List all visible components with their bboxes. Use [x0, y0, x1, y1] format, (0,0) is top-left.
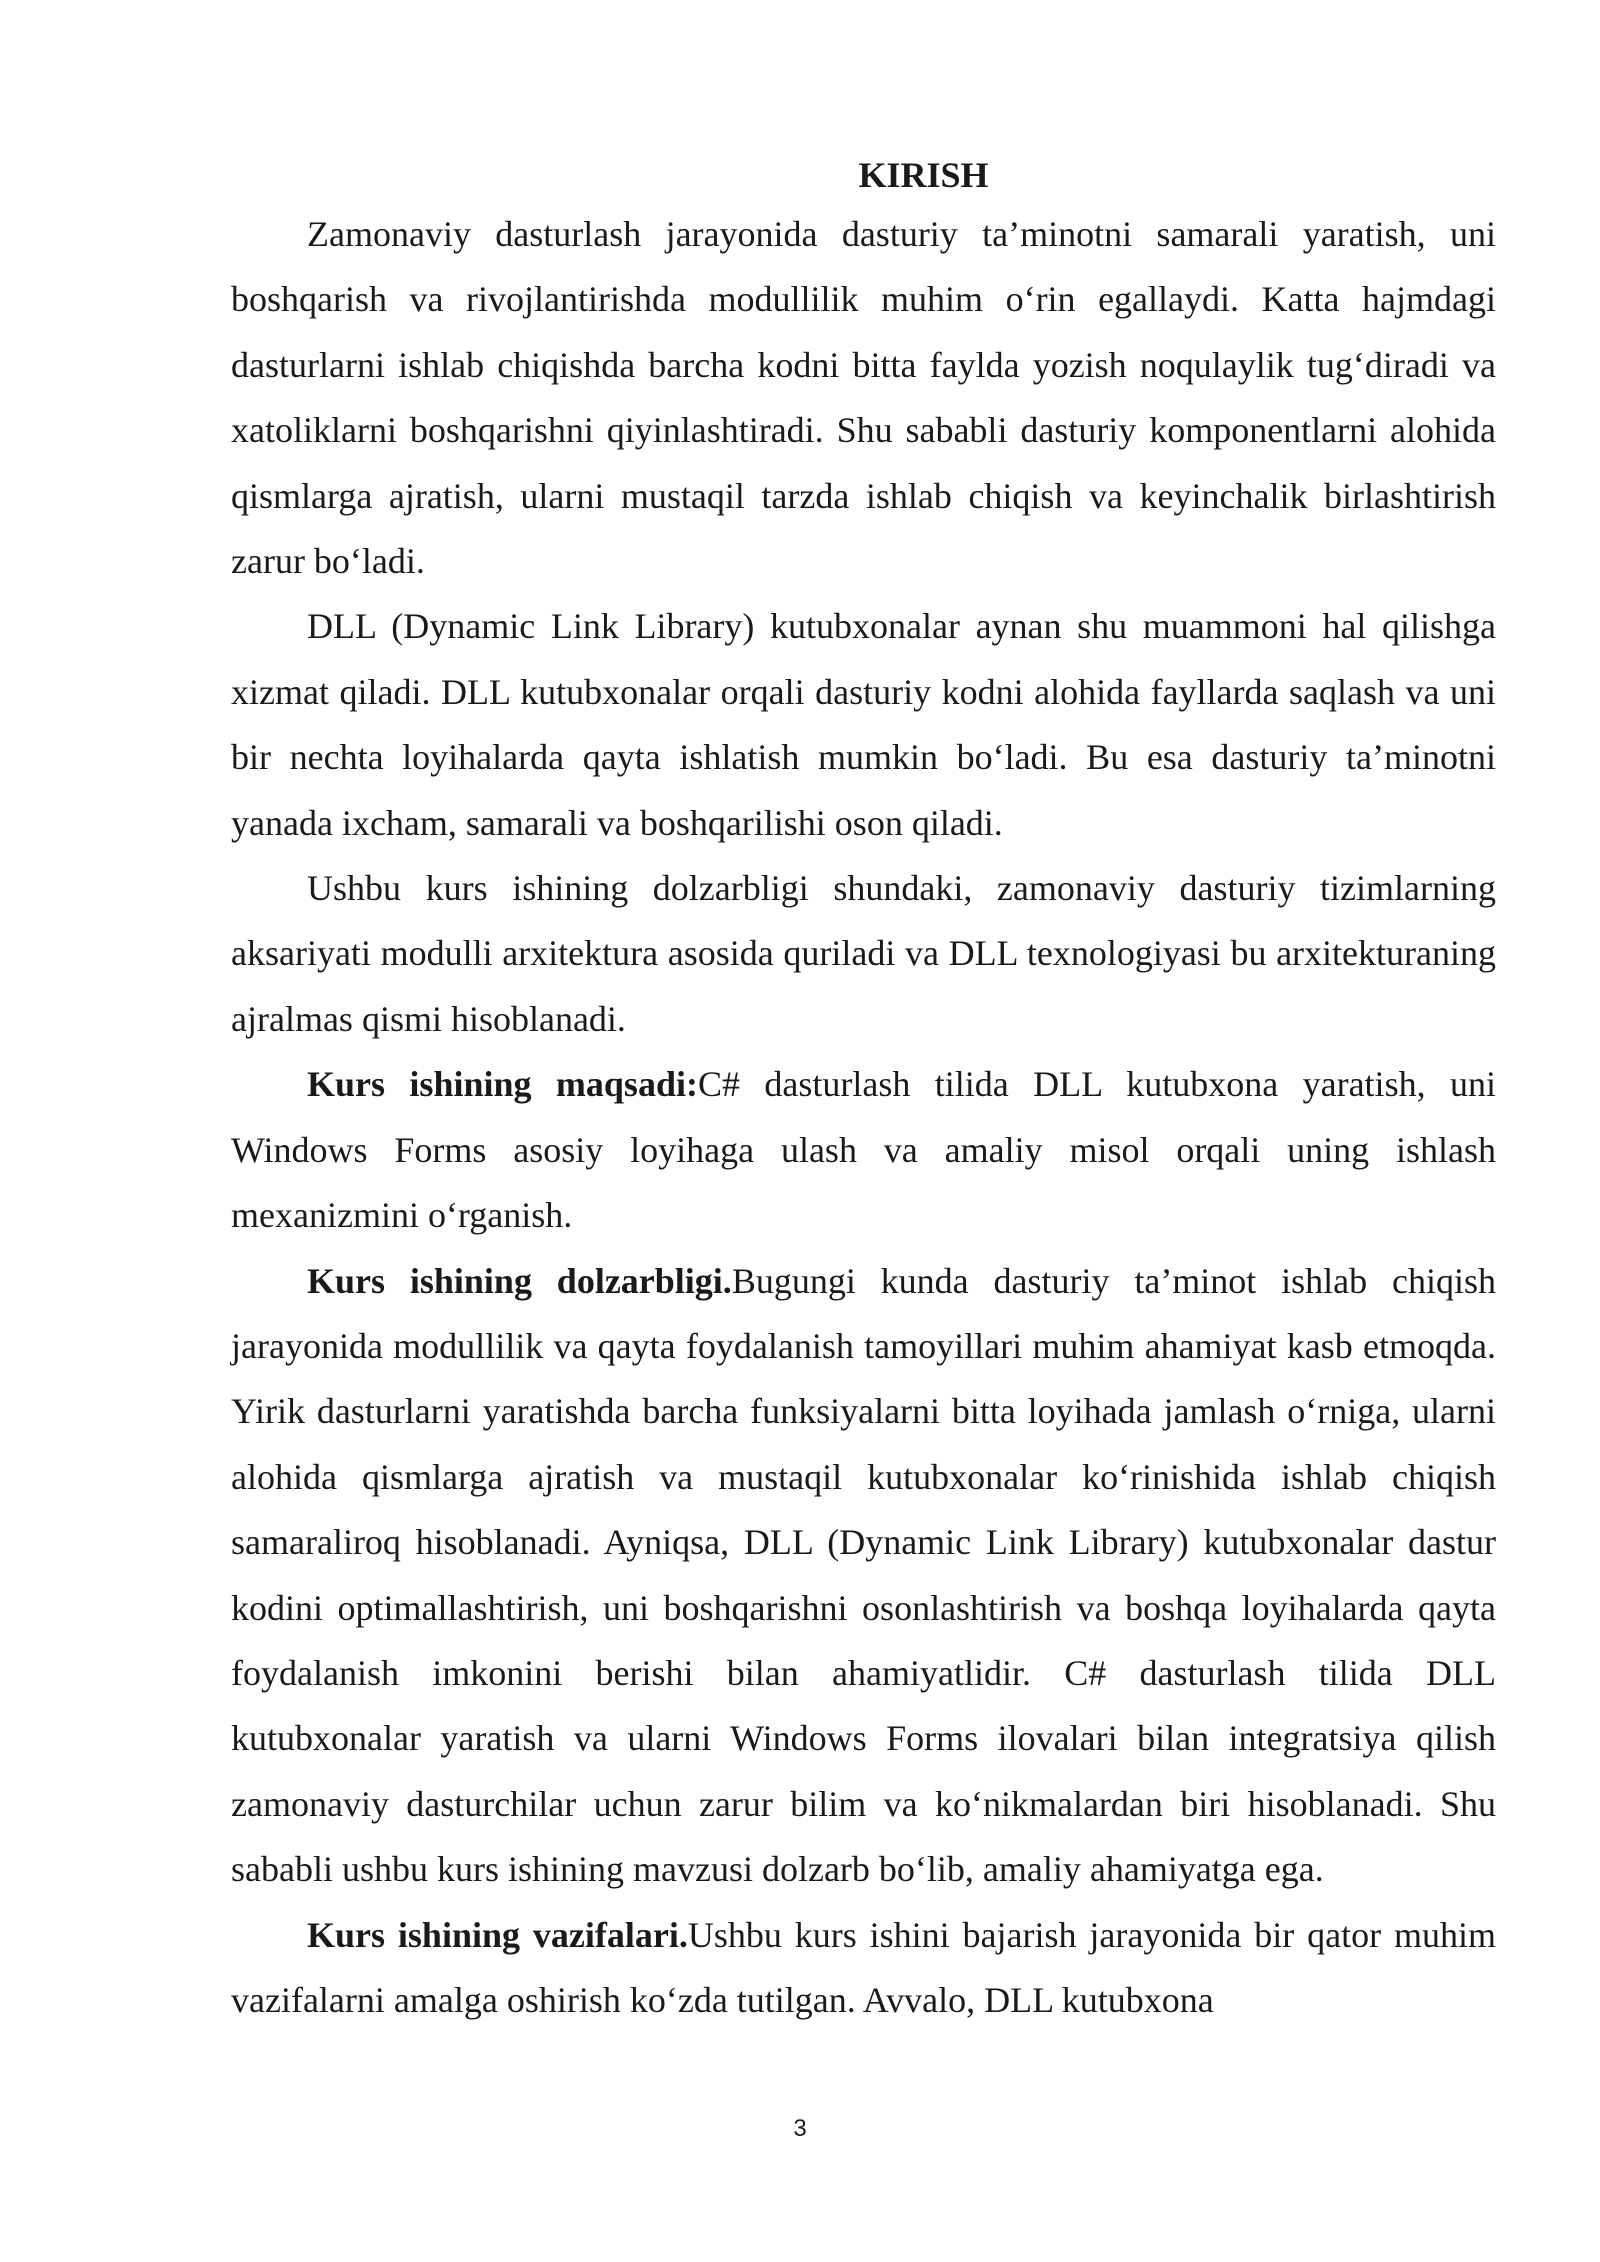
- paragraph-lead: Kurs ishining maqsadi:: [307, 1064, 698, 1105]
- paragraph-lead: Kurs ishining vazifalari.: [307, 1914, 688, 1955]
- paragraph-relevance: [231, 1249, 1496, 1903]
- paragraph-text: Bugungi kunda dasturiy ta’minot ishlab chiqish jarayonida modullilik va qayta foydalanish tamoyillari muhim ahamiyat kasb etmoqda. Yirik dasturlarni yaratishda barcha funksiyalarni bitta loyihada jamlash o‘rniga, ularni alohida qismlarga ajratish va mustaqil kutubxonalar ko‘rinishida ishlab chiqish samaraliroq hisoblanadi. Ayniqsa, DLL (Dynamic Link Library) kutubxonalar dastur kodini optimallashtirish, uni boshqarishni osonlashtirish va boshqa loyihalarda qayta foydalanish imkonini berishi bilan ahamiyatlidir. C# dasturlash tilida DLL kutubxonalar yaratish va ularni Windows Forms ilovalari bilan integratsiya qilish zamonaviy dasturchilar uchun zarur bilim va ko‘nikmalardan biri hisoblanadi. Shu sababli ushbu kurs ishining mavzusi dolzarb bo‘lib, amaliy ahamiyatga ega.: [231, 1260, 1496, 1890]
- paragraph-goal: [231, 1052, 1496, 1248]
- page-number: 3: [793, 2115, 807, 2142]
- paragraph-text: C# dasturlash tilida DLL kutubxona yaratish, uni Windows Forms asosiy loyihaga ulash va amaliy misol orqali uning ishlash mexanizmini o‘rganish.: [231, 1064, 1496, 1236]
- paragraph-lead: Kurs ishining dolzarbligi.: [307, 1260, 732, 1301]
- page-body: [231, 148, 1496, 2033]
- paragraph-text: Zamonaviy dasturlash jarayonida dasturiy ta’minotni samarali yaratish, uni boshqarish va rivojlantirishda modullilik muhim o‘rin egallaydi. Katta hajmdagi dasturlarni ishlab chiqishda barcha kodni bitta faylda yozish noqulaylik tug‘diradi va xatoliklarni boshqarishni qiyinlashtiradi. Shu sababli dasturiy komponentlarni alohida qismlarga ajratish, ularni mustaqil tarzda ishlab chiqish va keyinchalik birlashtirish zarur bo‘ladi.: [231, 214, 1496, 582]
- paragraph-dll: [231, 594, 1496, 856]
- paragraph-relevance-intro: [231, 856, 1496, 1052]
- paragraph-text: Ushbu kurs ishining dolzarbligi shundaki, zamonaviy dasturiy tizimlarning aksariyati modulli arxitektura asosida quriladi va DLL texnologiyasi bu arxitekturaning ajralmas qismi hisoblanadi.: [231, 868, 1496, 1039]
- paragraph-text: Ushbu kurs ishini bajarish jarayonida bir qator muhim vazifalarni amalga oshirish ko‘zda tutilgan. Avvalo, DLL kutubxona: [231, 1914, 1496, 2020]
- paragraph-intro: [231, 202, 1496, 594]
- section-heading: KIRISH: [858, 155, 989, 195]
- paragraph-tasks: [231, 1903, 1496, 2034]
- paragraph-text: DLL (Dynamic Link Library) kutubxonalar aynan shu muammoni hal qilishga xizmat qiladi. DLL kutubxonalar orqali dasturiy kodni alohida fayllarda saqlash va uni bir nechta loyihalarda qayta ishlatish mumkin bo‘ladi. Bu esa dasturiy ta’minotni yanada ixcham, samarali va boshqarilishi oson qiladi.: [231, 606, 1496, 843]
